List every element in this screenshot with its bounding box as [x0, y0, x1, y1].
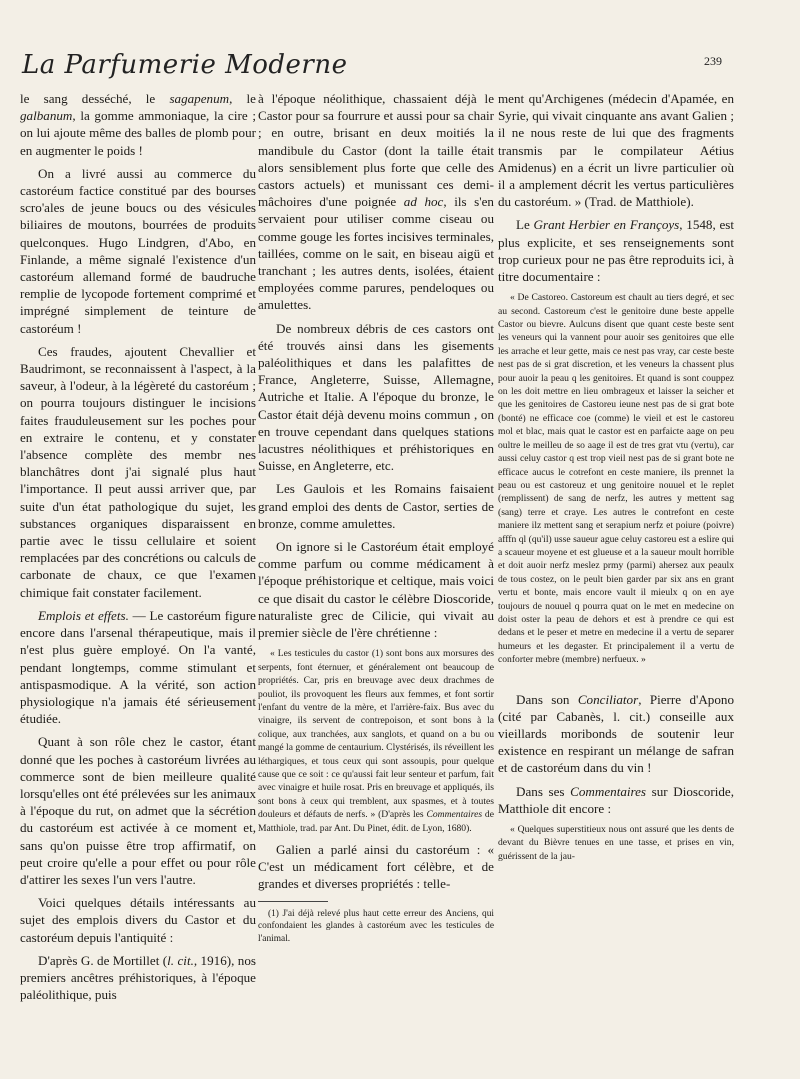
footnote-divider: [258, 901, 328, 902]
text-span: Le: [516, 217, 534, 233]
text-span: Dans son: [516, 691, 578, 707]
quotation: « De Castoreo. Castoreum est chault au tiers degré, et sec au second. Castoreum c'est le genitoire dune beste appelle Castor ou bievre. Aulcuns disent que quant ceste beste sent les veneurs qui la vannent pour auoir ses genitoires que elle les arrache et leur gette, mais ce nest pas vray, car ceste beste nest pas de si grat discretion, et les veneurs la chassent plus pour auoir la peau q les genitoires. Et quand is sont couppez on les doit mettre en lieu ombrageux et laisser la seicher et que les genitoires de Castoreu ieune nest pas de si grat bote (bonté) ne efficace coe (comme) le vieil et est le castoreu mol et blac, mais quat le castor est en parfaicte aage on peu oultre le meilleu de so aage il est de tres grat vtu (vertu), car aussi celuy castor q est trop vieil nest pas de si grant bote ne efficace aucus le cotrefont en ceste maniere, ils prennet la peau ou est castoreuz et ung genitoire nouuel et le replet (remplissent) de sang de nerfz, les autres y mettent sag (sang) terre et craye. Les autres le contrefont en ceste maniere ilz mettent sang et serapium nerfz et poiure (poivre) afffn ql (qu'il) usse saueur ague celuy castoreu est a eslire qui a scaueur moyene et est glueuse et a la saueur moult horrible et doit auoir nerfz meslez prmy (parmi) ahersez aux peaulx de tous costez, on le peult bien garder par six ans en grant vertu et bonte, mais encore vault il mieulx q on en aye toujours de nouuel q pourra quat on le met en medecine on doist oster la peau de dehors et est à prendre ce qui est dedans et le peser et metre en medecine il a vertu de separer humeurs et les degaster. Et principalement il a vertu de conforter mebre (membre) nerfueux. »: [498, 292, 734, 666]
text-span: — Le castoréum figure encore dans l'arsenal thérapeutique, mais il n'est plus guère employé. On l'a vanté, pendant longtemps, comme stimulant et antispasmodique. A la vérité, son action physiologique n'a jamais été sérieusement étudiée.: [20, 607, 256, 727]
paragraph: Quant à son rôle chez le castor, étant donné que les poches à castoréum livrées au commerce sont de bien meilleure qualité lorsqu'elles ont été prélevées sur les animaux à l'époque du rut, on admet que la sécrétion du castoréum est activée à ce moment et, sans qu'on puisse être trop affirmatif, on peut croire qu'elle a pour effet ou pour rôle d'attirer les sexes l'un vers l'autre.: [20, 734, 256, 887]
page-number: 239: [704, 54, 722, 68]
text-span: , 1916), nos premiers ancêtres préhistoriques, à l'époque paléolithique, puis: [20, 952, 256, 1003]
italic-term: Commentaires: [570, 783, 647, 799]
footnote: (1) J'ai déjà relevé plus haut cette erreur des Anciens, qui confondaient les glandes à castoréum avec les testicules de l'animal.: [258, 908, 494, 944]
paragraph: [20, 607, 256, 727]
paragraph: [20, 952, 256, 1004]
italic-term: galbanum: [20, 108, 73, 124]
paragraph: [498, 691, 734, 777]
italic-term: l. cit.: [167, 952, 194, 968]
section-heading: Emplois et effets.: [38, 607, 129, 623]
paragraph: [20, 90, 256, 159]
paragraph: Galien a parlé ainsi du castoréum : « C'est un médicament fort célèbre, et de grandes et diverses propriétés : telle-: [258, 841, 494, 892]
text-span: de Matthiole, trad. par Ant. Du Pinet, édit. de Lyon, 1680).: [258, 809, 494, 834]
text-column-left: [20, 90, 256, 1009]
paragraph: Ces fraudes, ajoutent Chevallier et Baudrimont, se reconnaissent à l'aspect, à la saveur, à l'odeur, à la légèreté du castoréum ; on pourra toujours distinguer le incisions faites frauduleusement sur les poches pour en extraire le contenu, et y constater l'absence complète des membr nes blanchâtres dont j'ai signalé plus haut l'importance. Il peut aussi arriver que, par suite d'un état pathologique du sujet, les substances organiques disparaissent en partie avec le tissu cellulaire et soient remplacées par des concrétions ou calculs de carbonate de chaux, ce que l'examen chimique fait constater facilement.: [20, 343, 256, 600]
text-span: Dans ses: [516, 783, 571, 799]
paragraph: On a livré aussi au commerce du castoréum factice constitué par des bourses scro'ales de jeune boucs ou des vésicules biliaires de moutons, bourrées de produits quelconques. Hugo Lindgren, d'Abo, en Finlande, a même signalé l'existence d'un castoréum allemand formé de baudruche remplie de lycopode fortement comprimé et imprégné simplement de teinture de castoréum !: [20, 165, 256, 336]
paragraph: ment qu'Archigenes (médecin d'Apamée, en Syrie, qui vivait cinquante ans avant Galien ; il ne nous reste de lui que des fragments transmis par le compilateur Aétius Amidenus) en a écrit un livre particulier où il a amplement décrit les vertus particulières du castoréum. » (Trad. de Matthiole).: [498, 91, 734, 210]
text-column-right: [498, 90, 734, 869]
text-span: , Pierre d'Apono (cité par Cabanès, l. cit.) conseille aux vieillards moribonds de soutenir leur existence en respirant un mélange de safran et de castoréum dans du vin !: [498, 691, 734, 776]
text-span: à l'époque néolithique, chassaient déjà le Castor pour sa fourrure et aussi pour sa chair ; en outre, brisant en deux moitiés la mandibule du Castor (dont la taille était alors sensiblement plus forte que celle des castors actuels) et munissant ces demi-mâchoires d'une poignée: [258, 91, 494, 210]
italic-term: Conciliator: [577, 691, 639, 707]
text-span: D'après G. de Mortillet (: [38, 952, 168, 968]
text-span: , 1548, est plus explicite, et ses renseignements sont trop curieux pour ne pas être reproduits ici, à titre documentaire :: [498, 217, 735, 285]
text-span: , ils s'en servaient pour utiliser comme ciseau ou comme gouge les fortes incisives terminales, taillées, comme on le sait, en biseau aigü et tranchant ; les autres dents, isolées, étaient employées comme parures, pendeloques ou amulettes.: [258, 194, 494, 313]
paragraph: On ignore si le Castoréum était employé comme parfum ou comme médicament à l'époque préhistorique et celtique, mais voici ce que disait du castor le célèbre Dioscoride, naturaliste grec de Cilicie, qui vivait au premier siècle de l'ère chrétienne :: [258, 539, 494, 641]
quotation: [258, 647, 494, 835]
text-span: « Les testicules du castor (1) sont bons aux morsures des serpents, font éternuer, et généralement ont beaucoup de propriétés. Car, pris en breuvage avec deux drachmes de pouliot, ils provoquent les fleurs aux femmes, et font sortir l'enfant du ventre de la mère, et l'arrière-faix. Bus avec du vinaigre, ils servent de contrepoison, et sont bons à la colique, aux tranchées, aux sanglots, et quand on a bu ou mangé la gomme de centaurium. Clystérisés, ils réveillent les léthargiques, et tous ceux qui sont assoupis, pour quelque cause que ce soit : ce qu'aussi fait leur senteur et parfum, fait avec vinaigre et huile rosat. Pris en breuvage et appliqués, ils sont bons à ceux qui tremblent, aux spasmes, et à toutes douleurs et défauts de nerfs. » (D'après les: [258, 648, 494, 821]
paragraph: De nombreux débris de ces castors ont été trouvés ainsi dans les gisements paléolithiques et dans les palafittes de France, Angleterre, Suisse, Allemagne, Autriche et Italie. A l'époque du bronze, le Castor était déjà devenu moins commun , on en trouve cependant dans quelques stations lacustres néolithiques et préhistoriques en Suisse, en Angleterre, etc.: [258, 320, 494, 474]
paragraph: Les Gaulois et les Romains faisaient grand emploi des dents de Castor, serties de bronze, comme amulettes.: [258, 481, 494, 531]
paragraph: [498, 216, 734, 285]
text-span: le sang desséché, le: [20, 91, 170, 106]
journal-title: La Parfumerie Moderne: [22, 50, 348, 80]
italic-term: Commentaires: [426, 809, 483, 821]
text-span: sur Dioscoride, Matthiole dit encore :: [498, 783, 734, 816]
text-column-middle: [258, 90, 494, 951]
quotation: « Quelques superstitieux nous ont assuré que les dents de devant du Bièvre tenues en une tasse, et prises en vin, guérissent de la jau-: [498, 824, 734, 862]
paragraph: [498, 783, 734, 817]
italic-term: sagapenum: [169, 91, 230, 106]
text-span: , le: [229, 91, 256, 106]
italic-term: Grant Herbier en Françoys: [533, 217, 680, 233]
paragraph: Voici quelques détails intéressants au sujet des emplois divers du Castor et du castoréum depuis l'antiquité :: [20, 895, 256, 945]
text-span: , la gomme ammoniaque, la cire ; on lui ajoute même des balles de plomb pour en augmenter le poids !: [20, 108, 256, 158]
italic-term: ad hoc: [403, 194, 444, 210]
paragraph: [258, 90, 494, 314]
